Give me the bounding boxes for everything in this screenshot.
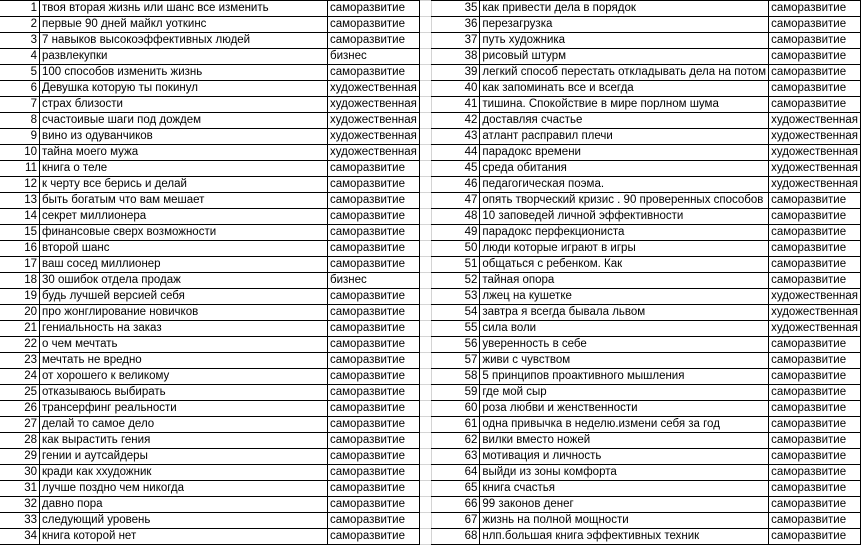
category-cell[interactable]: саморазвитие	[769, 241, 861, 257]
table-row	[432, 353, 861, 369]
category-cell[interactable]: саморазвитие	[769, 97, 861, 113]
book-title-cell[interactable]: 100 способов изменить жизнь	[40, 65, 328, 81]
table-row	[0, 449, 446, 465]
book-title-cell[interactable]: атлант расправил плечи	[480, 129, 769, 145]
table-row	[432, 33, 861, 49]
book-title-cell[interactable]: тайна моего мужа	[40, 145, 328, 161]
category-cell[interactable]: саморазвитие	[328, 17, 420, 33]
book-title-cell[interactable]: будь лучшей версией себя	[40, 289, 328, 305]
row-number-cell[interactable]: 68	[432, 529, 480, 545]
book-title-cell[interactable]: как привести дела в порядок	[480, 1, 769, 17]
book-title-cell[interactable]: жизнь на полной мощности	[480, 513, 769, 529]
table-row	[0, 161, 446, 177]
table-row	[432, 145, 861, 161]
row-number-cell[interactable]: 59	[432, 385, 480, 401]
book-title-cell[interactable]: 10 заповедей личной эффективности	[480, 209, 769, 225]
book-title-cell[interactable]: тайная опора	[480, 273, 769, 289]
row-number-cell[interactable]: 30	[0, 465, 40, 481]
table-row	[0, 81, 446, 97]
table-row	[432, 193, 861, 209]
row-number-cell[interactable]: 34	[0, 529, 40, 545]
book-title-cell[interactable]: книга которой нет	[40, 529, 328, 545]
book-title-cell[interactable]: второй шанс	[40, 241, 328, 257]
category-cell[interactable]: саморазвитие	[328, 257, 420, 273]
book-title-cell[interactable]: где мой сыр	[480, 385, 769, 401]
table-row	[0, 465, 446, 481]
table-row	[432, 321, 861, 337]
row-number-cell[interactable]: 21	[0, 321, 40, 337]
row-number-cell[interactable]: 49	[432, 225, 480, 241]
book-title-cell[interactable]: путь художника	[480, 33, 769, 49]
table-row	[0, 481, 446, 497]
category-cell[interactable]: саморазвитие	[769, 49, 861, 65]
category-cell[interactable]: художественная	[328, 129, 420, 145]
category-cell[interactable]: саморазвитие	[769, 17, 861, 33]
category-cell[interactable]: саморазвитие	[769, 193, 861, 209]
row-number-cell[interactable]: 2	[0, 17, 40, 33]
book-title-cell[interactable]: доставляя счастье	[480, 113, 769, 129]
book-title-cell[interactable]: 30 ошибок отдела продаж	[40, 273, 328, 289]
table-row	[0, 257, 446, 273]
row-number-cell[interactable]: 12	[0, 177, 40, 193]
category-cell[interactable]: саморазвитие	[328, 65, 420, 81]
category-cell[interactable]: саморазвитие	[328, 401, 420, 417]
book-title-cell[interactable]: парадокс времени	[480, 145, 769, 161]
row-number-cell[interactable]: 61	[432, 417, 480, 433]
category-cell[interactable]: саморазвитие	[769, 529, 861, 545]
category-cell[interactable]: бизнес	[328, 49, 420, 65]
book-title-cell[interactable]: роза любви и женственности	[480, 401, 769, 417]
row-number-cell[interactable]: 22	[0, 337, 40, 353]
table-row	[0, 497, 446, 513]
category-cell[interactable]: саморазвитие	[328, 177, 420, 193]
book-title-cell[interactable]: 7 навыков высокоэффективных людей	[40, 33, 328, 49]
right-table	[431, 0, 861, 553]
table-row	[432, 129, 861, 145]
book-title-cell[interactable]: мотивация и личность	[480, 449, 769, 465]
row-number-cell[interactable]: 39	[432, 65, 480, 81]
category-cell[interactable]: саморазвитие	[328, 1, 420, 17]
table-row	[0, 193, 446, 209]
category-cell[interactable]: саморазвитие	[769, 481, 861, 497]
table-row	[432, 65, 861, 81]
row-number-cell[interactable]: 64	[432, 465, 480, 481]
table-row	[0, 49, 446, 65]
category-cell[interactable]: саморазвитие	[328, 513, 420, 529]
book-title-cell[interactable]: первые 90 дней майкл уоткинс	[40, 17, 328, 33]
table-row	[0, 433, 446, 449]
category-cell[interactable]: саморазвитие	[769, 497, 861, 513]
book-title-cell[interactable]: как запоминать все и всегда	[480, 81, 769, 97]
row-number-cell[interactable]: 24	[0, 369, 40, 385]
category-cell[interactable]: саморазвитие	[769, 433, 861, 449]
row-number-cell[interactable]: 65	[432, 481, 480, 497]
row-number-cell[interactable]: 8	[0, 113, 40, 129]
table-row	[432, 81, 861, 97]
category-cell[interactable]: саморазвитие	[769, 81, 861, 97]
category-cell[interactable]: художественная	[328, 81, 420, 97]
book-title-cell[interactable]: общаться с ребенком. Как	[480, 257, 769, 273]
row-number-cell[interactable]: 17	[0, 257, 40, 273]
row-number-cell[interactable]: 6	[0, 81, 40, 97]
book-title-cell[interactable]: следующий уровень	[40, 513, 328, 529]
book-title-cell[interactable]: твоя вторая жизнь или шанс все изменить	[40, 1, 328, 17]
table-row	[432, 401, 861, 417]
category-cell[interactable]: художественная	[769, 129, 861, 145]
category-cell[interactable]: саморазвитие	[769, 273, 861, 289]
row-number-cell[interactable]: 56	[432, 337, 480, 353]
table-row	[432, 113, 861, 129]
book-title-cell[interactable]: от хорошего к великому	[40, 369, 328, 385]
table-row	[432, 497, 861, 513]
category-cell[interactable]: художественная	[769, 305, 861, 321]
row-number-cell[interactable]: 48	[432, 209, 480, 225]
table-row	[432, 481, 861, 497]
category-cell[interactable]: саморазвитие	[328, 465, 420, 481]
book-title-cell[interactable]: 5 принципов проактивного мышления	[480, 369, 769, 385]
table-row	[432, 417, 861, 433]
book-title-cell[interactable]: нлп.большая книга эффективных техник	[480, 529, 769, 545]
category-cell[interactable]: художественная	[328, 113, 420, 129]
row-number-cell[interactable]: 28	[0, 433, 40, 449]
table-row	[0, 145, 446, 161]
category-cell[interactable]: художественная	[328, 145, 420, 161]
table-row	[0, 401, 446, 417]
book-title-cell[interactable]: вино из одуванчиков	[40, 129, 328, 145]
table-row	[432, 465, 861, 481]
book-title-cell[interactable]: перезагрузка	[480, 17, 769, 33]
row-number-cell[interactable]: 3	[0, 33, 40, 49]
table-row	[432, 161, 861, 177]
category-cell[interactable]: бизнес	[328, 273, 420, 289]
book-title-cell[interactable]: гениальность на заказ	[40, 321, 328, 337]
table-row	[0, 33, 446, 49]
table-row	[0, 337, 446, 353]
table-row	[432, 529, 861, 545]
row-number-cell[interactable]: 4	[0, 49, 40, 65]
table-row	[0, 529, 446, 545]
table-row	[432, 385, 861, 401]
row-number-cell[interactable]: 5	[0, 65, 40, 81]
row-number-cell[interactable]: 53	[432, 289, 480, 305]
category-cell[interactable]: художественная	[769, 289, 861, 305]
row-number-cell[interactable]: 62	[432, 433, 480, 449]
book-title-cell[interactable]: легкий способ перестать откладывать дела на потом	[480, 65, 769, 81]
book-title-cell[interactable]: отказываюсь выбирать	[40, 385, 328, 401]
category-cell[interactable]: художественная	[769, 113, 861, 129]
book-title-cell[interactable]: среда обитания	[480, 161, 769, 177]
category-cell[interactable]: саморазвитие	[769, 449, 861, 465]
book-title-cell[interactable]: 99 законов денег	[480, 497, 769, 513]
row-number-cell[interactable]: 11	[0, 161, 40, 177]
book-title-cell[interactable]: парадокс перфекциониста	[480, 225, 769, 241]
category-cell[interactable]: саморазвитие	[769, 513, 861, 529]
book-title-cell[interactable]: страх близости	[40, 97, 328, 113]
row-number-cell[interactable]: 10	[0, 145, 40, 161]
book-title-cell[interactable]: книга о теле	[40, 161, 328, 177]
category-cell[interactable]: саморазвитие	[328, 385, 420, 401]
row-number-cell[interactable]: 1	[0, 1, 40, 17]
row-number-cell[interactable]: 52	[432, 273, 480, 289]
book-title-cell[interactable]: трансерфинг реальности	[40, 401, 328, 417]
table-row	[0, 97, 446, 113]
book-title-cell[interactable]: развлекупки	[40, 49, 328, 65]
category-cell[interactable]: саморазвитие	[769, 417, 861, 433]
table-row	[0, 209, 446, 225]
category-cell[interactable]: саморазвитие	[328, 321, 420, 337]
table-row	[0, 241, 446, 257]
table-row	[0, 369, 446, 385]
row-number-cell[interactable]: 20	[0, 305, 40, 321]
row-number-cell[interactable]: 54	[432, 305, 480, 321]
table-row	[432, 289, 861, 305]
book-title-cell[interactable]: лучше поздно чем никогда	[40, 481, 328, 497]
book-title-cell[interactable]: мечтать не вредно	[40, 353, 328, 369]
table-row	[432, 305, 861, 321]
row-number-cell[interactable]: 27	[0, 417, 40, 433]
table-row	[0, 385, 446, 401]
category-cell[interactable]: саморазвитие	[769, 65, 861, 81]
row-number-cell[interactable]: 14	[0, 209, 40, 225]
row-number-cell[interactable]: 32	[0, 497, 40, 513]
row-number-cell[interactable]: 58	[432, 369, 480, 385]
book-title-cell[interactable]: как вырастить гения	[40, 433, 328, 449]
table-row	[0, 305, 446, 321]
table-row	[432, 369, 861, 385]
category-cell[interactable]: саморазвитие	[769, 225, 861, 241]
category-cell[interactable]: саморазвитие	[769, 465, 861, 481]
table-row	[0, 417, 446, 433]
table-row	[432, 209, 861, 225]
book-title-cell[interactable]: рисовый штурм	[480, 49, 769, 65]
category-cell[interactable]: саморазвитие	[328, 353, 420, 369]
row-number-cell[interactable]: 63	[432, 449, 480, 465]
row-number-cell[interactable]: 13	[0, 193, 40, 209]
category-cell[interactable]: художественная	[769, 161, 861, 177]
row-number-cell[interactable]: 51	[432, 257, 480, 273]
book-title-cell[interactable]: ваш сосед миллионер	[40, 257, 328, 273]
table-row	[432, 49, 861, 65]
row-number-cell[interactable]: 40	[432, 81, 480, 97]
row-number-cell[interactable]: 35	[432, 1, 480, 17]
row-number-cell[interactable]: 18	[0, 273, 40, 289]
row-number-cell[interactable]: 67	[432, 513, 480, 529]
category-cell[interactable]: саморазвитие	[328, 417, 420, 433]
book-title-cell[interactable]: финансовые сверх возможности	[40, 225, 328, 241]
category-cell[interactable]: саморазвитие	[328, 497, 420, 513]
category-cell[interactable]: саморазвитие	[328, 225, 420, 241]
category-cell[interactable]: художественная	[328, 97, 420, 113]
table-row	[0, 65, 446, 81]
book-title-cell[interactable]: гении и аутсайдеры	[40, 449, 328, 465]
book-title-cell[interactable]: уверенность в себе	[480, 337, 769, 353]
row-number-cell[interactable]: 55	[432, 321, 480, 337]
category-cell[interactable]: саморазвитие	[328, 433, 420, 449]
row-number-cell[interactable]: 42	[432, 113, 480, 129]
table-row	[0, 321, 446, 337]
row-number-cell[interactable]: 19	[0, 289, 40, 305]
category-cell[interactable]: художественная	[769, 145, 861, 161]
row-number-cell[interactable]: 15	[0, 225, 40, 241]
category-cell[interactable]: саморазвитие	[769, 369, 861, 385]
book-title-cell[interactable]: давно пора	[40, 497, 328, 513]
right-grid	[431, 0, 861, 545]
table-row	[0, 177, 446, 193]
category-cell[interactable]: саморазвитие	[328, 289, 420, 305]
table-row	[432, 177, 861, 193]
category-cell[interactable]: саморазвитие	[769, 337, 861, 353]
category-cell[interactable]: саморазвитие	[328, 449, 420, 465]
book-title-cell[interactable]: секрет миллионера	[40, 209, 328, 225]
table-row	[0, 513, 446, 529]
book-title-cell[interactable]: книга счастья	[480, 481, 769, 497]
table-row	[0, 273, 446, 289]
category-cell[interactable]: саморазвитие	[769, 33, 861, 49]
row-number-cell[interactable]: 16	[0, 241, 40, 257]
category-cell[interactable]: саморазвитие	[769, 385, 861, 401]
category-cell[interactable]: саморазвитие	[769, 353, 861, 369]
book-title-cell[interactable]: кради как ххудожник	[40, 465, 328, 481]
category-cell[interactable]: саморазвитие	[328, 193, 420, 209]
table-row	[0, 289, 446, 305]
row-number-cell[interactable]: 38	[432, 49, 480, 65]
row-number-cell[interactable]: 37	[432, 33, 480, 49]
category-cell[interactable]: саморазвитие	[328, 481, 420, 497]
book-title-cell[interactable]: про жонглирование новичков	[40, 305, 328, 321]
category-cell[interactable]: саморазвитие	[328, 305, 420, 321]
table-row	[432, 337, 861, 353]
book-title-cell[interactable]: живи с чувством	[480, 353, 769, 369]
category-cell[interactable]: саморазвитие	[769, 401, 861, 417]
category-cell[interactable]: саморазвитие	[328, 209, 420, 225]
category-cell[interactable]: художественная	[769, 321, 861, 337]
book-title-cell[interactable]: тишина. Спокойствие в мире порлном шума	[480, 97, 769, 113]
table-row	[432, 273, 861, 289]
row-number-cell[interactable]: 46	[432, 177, 480, 193]
category-cell[interactable]: саморазвитие	[328, 369, 420, 385]
book-title-cell[interactable]: одна привычка в неделю.измени себя за год	[480, 417, 769, 433]
row-number-cell[interactable]: 25	[0, 385, 40, 401]
book-title-cell[interactable]: быть богатым что вам мешает	[40, 193, 328, 209]
category-cell[interactable]: саморазвитие	[769, 209, 861, 225]
row-number-cell[interactable]: 36	[432, 17, 480, 33]
book-title-cell[interactable]: вилки вместо ножей	[480, 433, 769, 449]
book-title-cell[interactable]: сила воли	[480, 321, 769, 337]
table-row	[432, 513, 861, 529]
row-number-cell[interactable]: 31	[0, 481, 40, 497]
table-row	[432, 257, 861, 273]
book-title-cell[interactable]: к черту все берись и делай	[40, 177, 328, 193]
category-cell[interactable]: саморазвитие	[769, 1, 861, 17]
table-row	[432, 17, 861, 33]
row-number-cell[interactable]: 57	[432, 353, 480, 369]
row-number-cell[interactable]: 26	[0, 401, 40, 417]
row-number-cell[interactable]: 29	[0, 449, 40, 465]
book-title-cell[interactable]: завтра я всегда бывала львом	[480, 305, 769, 321]
row-number-cell[interactable]: 45	[432, 161, 480, 177]
table-row	[0, 225, 446, 241]
table-row	[432, 449, 861, 465]
book-title-cell[interactable]: лжец на кушетке	[480, 289, 769, 305]
row-number-cell[interactable]: 44	[432, 145, 480, 161]
row-number-cell[interactable]: 41	[432, 97, 480, 113]
book-title-cell[interactable]: опять творческий кризис . 90 проверенных способов	[480, 193, 769, 209]
row-number-cell[interactable]: 66	[432, 497, 480, 513]
row-number-cell[interactable]: 9	[0, 129, 40, 145]
table-row	[432, 225, 861, 241]
book-title-cell[interactable]: Девушка которую ты покинул	[40, 81, 328, 97]
row-number-cell[interactable]: 60	[432, 401, 480, 417]
table-row	[432, 241, 861, 257]
table-row	[432, 433, 861, 449]
category-cell[interactable]: саморазвитие	[328, 241, 420, 257]
category-cell[interactable]: саморазвитие	[328, 33, 420, 49]
table-row	[0, 129, 446, 145]
table-row	[432, 97, 861, 113]
category-cell[interactable]: саморазвитие	[328, 161, 420, 177]
table-row	[432, 1, 861, 17]
table-row	[0, 1, 446, 17]
book-title-cell[interactable]: педагогическая поэма.	[480, 177, 769, 193]
row-number-cell[interactable]: 43	[432, 129, 480, 145]
table-row	[0, 113, 446, 129]
category-cell[interactable]: саморазвитие	[328, 337, 420, 353]
table-row	[0, 353, 446, 369]
row-number-cell[interactable]: 7	[0, 97, 40, 113]
category-cell[interactable]: саморазвитие	[769, 257, 861, 273]
category-cell[interactable]: художественная	[769, 177, 861, 193]
book-title-cell[interactable]: о чем мечтать	[40, 337, 328, 353]
table-row	[0, 17, 446, 33]
book-title-cell[interactable]: выйди из зоны комфорта	[480, 465, 769, 481]
book-title-cell[interactable]: люди которые играют в игры	[480, 241, 769, 257]
row-number-cell[interactable]: 47	[432, 193, 480, 209]
category-cell[interactable]: саморазвитие	[328, 529, 420, 545]
book-title-cell[interactable]: делай то самое дело	[40, 417, 328, 433]
row-number-cell[interactable]: 50	[432, 241, 480, 257]
row-number-cell[interactable]: 33	[0, 513, 40, 529]
book-title-cell[interactable]: счастоивые шаги под дождем	[40, 113, 328, 129]
row-number-cell[interactable]: 23	[0, 353, 40, 369]
